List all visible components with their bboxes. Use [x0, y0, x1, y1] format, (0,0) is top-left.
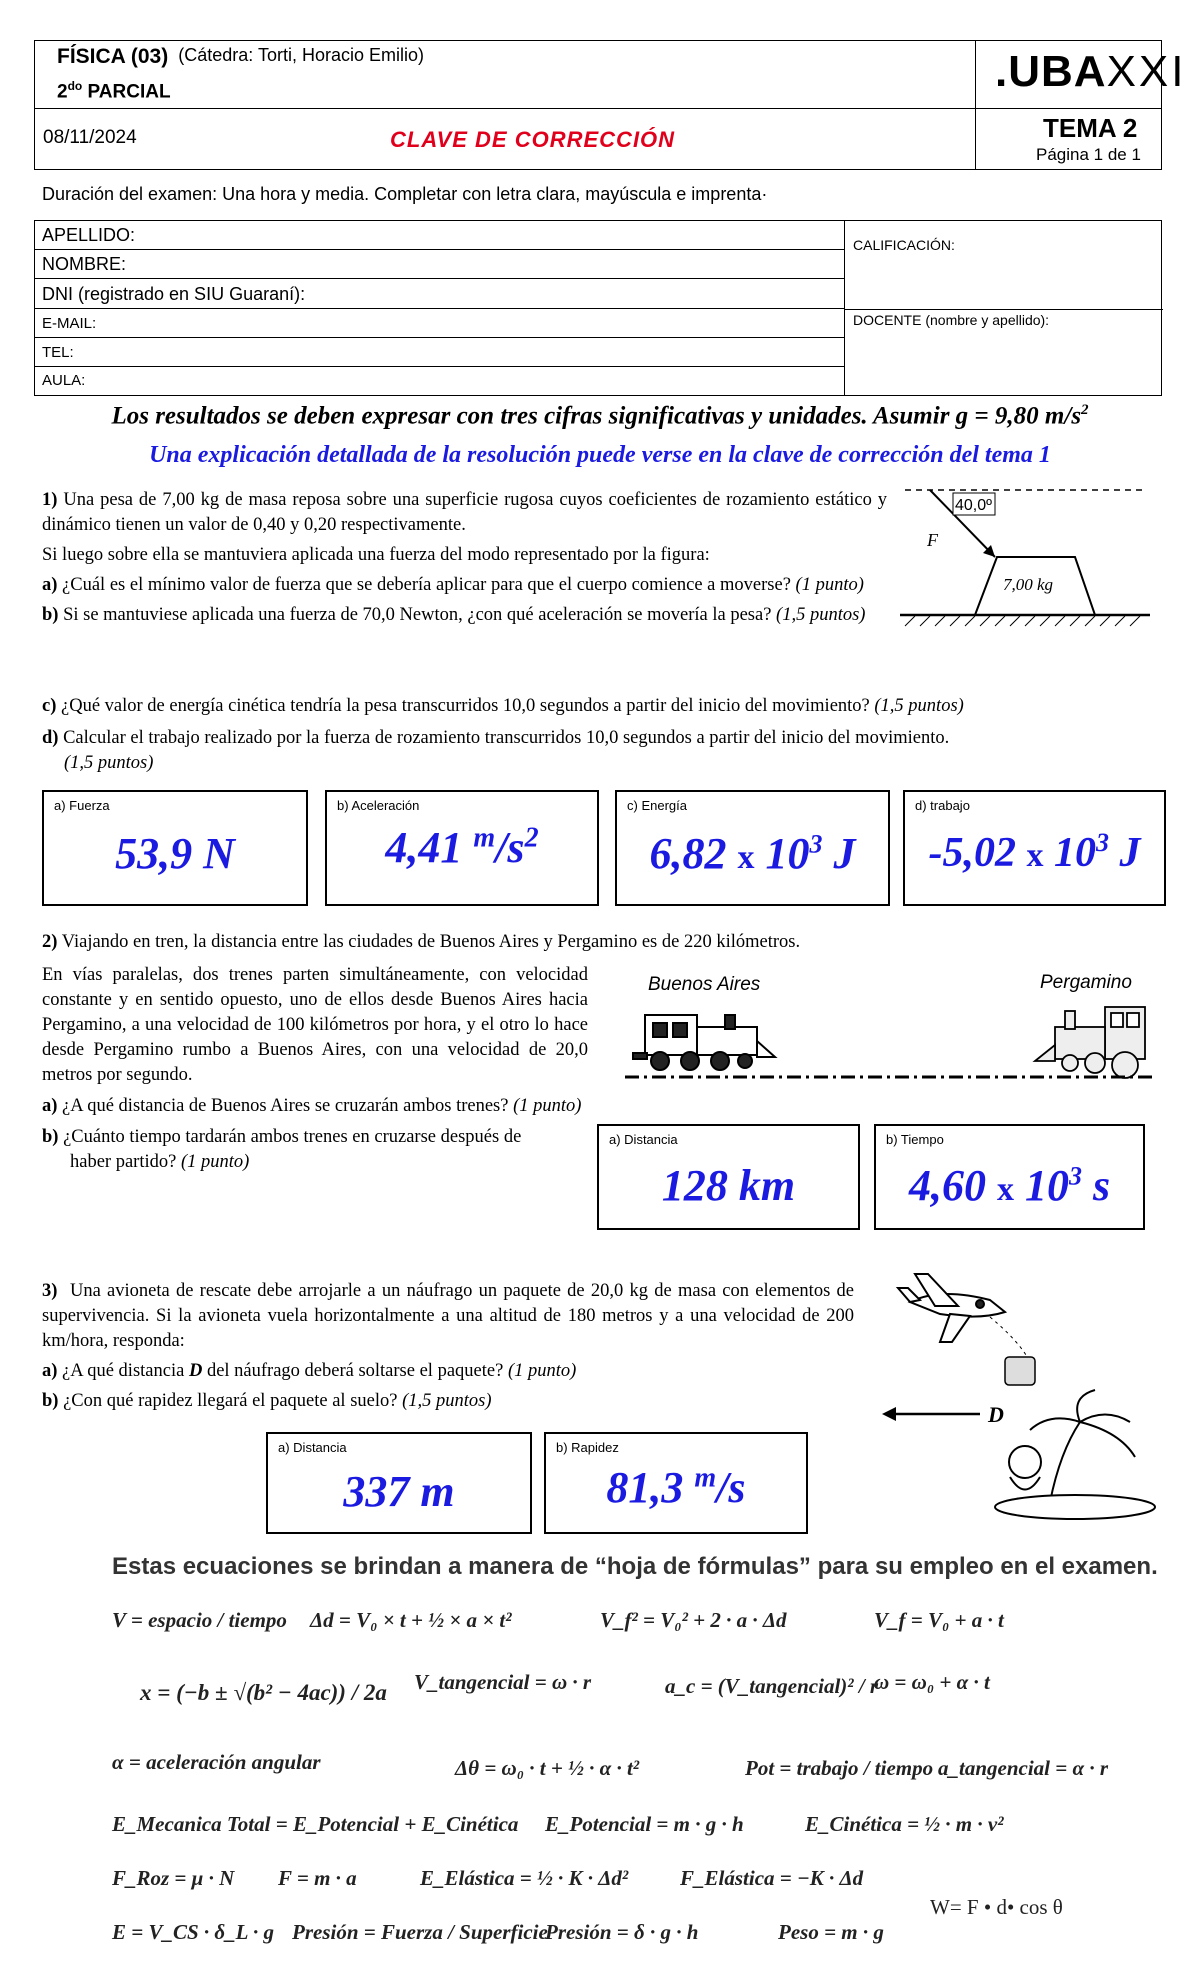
q1-a: a) ¿Cuál es el mínimo valor de fuerza que se debería aplicar para que el cuerpo comience a moverse? (1 punto) [42, 575, 864, 595]
q2-b: b) ¿Cuánto tiempo tardarán ambos trenes en cruzarse después de haber partido? (1 punto) [42, 1127, 522, 1172]
formula-weight: Peso = m · g [778, 1920, 884, 1944]
q1-answer-a-value: 53,9 N [115, 829, 235, 878]
formula-displacement: Δd = V₀ × t + ½ × a × t² [310, 1608, 512, 1632]
formula-angular-displacement: Δθ = ω₀ · t + ½ · α · t² [455, 1756, 640, 1780]
mass-label: 7,00 kg [1003, 575, 1054, 594]
formula-hydrostatic: Presión = δ · g · h [545, 1920, 699, 1944]
q2-statement: En vías paralelas, dos trenes parten simultáneamente, con velocidad constante y en sentido opuesto, uno de ellos desde Buenos Aires hacia Pergamino, a una velocidad de 100 kilómetros por hora, y el otro lo hace desde Pergamino rumbo a Buenos Aires, con una velocidad de 20,0 metros por segundo. a) ¿A qué distancia de Buenos Aires se cruzarán ambos trenes? (1 punto) b) ¿Cuánto tiempo tardarán ambos trenes en cruzarse después de haber partido? (1 punto) [42, 963, 588, 1175]
formula-velocity: V = espacio / tiempo [112, 1608, 287, 1632]
city-pergamino: Pergamino [1040, 972, 1132, 993]
explanation-note: Una explicación detallada de la resolución puede verse en la clave de corrección del tema 1 [149, 442, 1051, 468]
q2-answer-b: b) Tiempo 4,60 x $10^3$ s [874, 1124, 1145, 1230]
formula-pressure: Presión = Fuerza / Superficie [292, 1920, 548, 1944]
exam-duration: Duración del examen: Una hora y media. Completar con letra clara, mayúscula e imprenta· [42, 184, 768, 204]
city-buenos-aires: Buenos Aires [648, 974, 761, 995]
q1-answer-c-value: 6,82 x $10^3$ J [649, 829, 856, 878]
q1-answer-a: a) Fuerza 53,9 N [42, 790, 308, 906]
formulas-title: Estas ecuaciones se brindan a manera de “hoja de fórmulas” para su empleo en el examen. [112, 1553, 1158, 1580]
formula-final-velocity: V_f = V₀ + a · t [874, 1608, 1004, 1632]
q2-answer-b-value: 4,60 x $10^3$ s [908, 1161, 1111, 1210]
dni-field[interactable]: DNI (registrado en SIU Guaraní): [35, 279, 844, 309]
aula-field[interactable]: AULA: [42, 372, 86, 389]
formula-tangential-velocity: V_tangencial = ω · r [414, 1670, 592, 1694]
docente-field[interactable]: DOCENTE (nombre y apellido): [853, 312, 1050, 328]
nombre-field[interactable]: NOMBRE: [35, 250, 844, 279]
q1-answer-d-value: -5,02 x $10^3$ J [928, 828, 1141, 876]
q1-answer-b-value: 4,41 $^m/s^2$ [385, 822, 539, 872]
q1-statement: 1) Una pesa de 7,00 kg de masa reposa sobre una superficie rugosa cuyos coeficientes de rozamiento estático y dinámico tienen un valor de 0,40 y 0,20 respectivamente. Si luego sobre ella se mantuviera aplicada una fuerza del modo representado por la figura: a) ¿Cuál es el mínimo valor de fuerza que se debería aplicar para que el cuerpo comience a moverse? (1 punto) b) Si se mantuviese aplicada una fuerza de 70,0 Newton, ¿con qué aceleración se movería la pesa? (1,5 puntos) [42, 488, 887, 628]
q3-answer-a-value: 337 m [343, 1467, 455, 1516]
q3-answer-a: a) Distancia 337 m [266, 1432, 532, 1534]
apellido-field[interactable]: APELLIDO: [35, 221, 844, 250]
angle-label: 40,0º [955, 497, 992, 514]
formula-elastic-force: F_Elástica = −K · Δd [680, 1866, 864, 1890]
q3-answer-b-value: 81,3 $^m$/s [606, 1462, 746, 1512]
q3-a: a) ¿A qué distancia D del náufrago deberá soltarse el paquete? (1 punto) [42, 1361, 577, 1381]
q2-a: a) ¿A qué distancia de Buenos Aires se cruzarán ambos trenes? (1 punto) [42, 1096, 582, 1116]
formula-work: W= F • d• cos θ [930, 1895, 1063, 1919]
uba-xxi-logo: .UBAXXI [995, 47, 1187, 96]
formula-angular-velocity: ω = ω₀ + α · t [874, 1670, 990, 1694]
force-label: F [927, 530, 938, 550]
formula-elastic-energy: E_Elástica = ½ · K · Δd² [420, 1866, 629, 1890]
q1-answer-c: c) Energía 6,82 x $10^3$ J [615, 790, 890, 906]
q1-c: c) ¿Qué valor de energía cinética tendría la pesa transcurridos 10,0 segundos a partir del inicio del movimiento? (1,5 puntos) [42, 696, 964, 716]
catedra: (Cátedra: Torti, Horacio Emilio) [178, 45, 424, 65]
formula-angular-acceleration: α = aceleración angular [112, 1750, 321, 1774]
exam-date: 08/11/2024 [43, 127, 137, 148]
formula-newton: F = m · a [278, 1866, 357, 1890]
formula-torricelli: V_f² = V₀² + 2 · a · Δd [600, 1608, 787, 1632]
calificacion-field[interactable]: CALIFICACIÓN: [853, 237, 955, 253]
formula-potential-energy: E_Potencial = m · g · h [545, 1812, 744, 1836]
parcial-title: $2^{do}$ PARCIAL [57, 79, 171, 103]
q3-answer-b: b) Rapidez 81,3 $^m$/s [544, 1432, 808, 1534]
q2-answer-a-value: 128 km [661, 1161, 796, 1210]
formula-centripetal: a_c = (V_tangencial)² / r [665, 1674, 879, 1698]
formula-mechanical-energy: E_Mecanica Total = E_Potencial + E_Cinética [112, 1812, 519, 1836]
q1-answer-b: b) Aceleración 4,41 $^m/s^2$ [325, 790, 599, 906]
q3-statement: 3) Una avioneta de rescate debe arrojarle a un náufrago un paquete de 20,0 kg de masa con elementos de supervivencia. Si la avioneta vuela horizontalmente a una altitud de 180 metros y a una velocidad de 200 km/hora, responda: a) ¿A qué distancia D del náufrago deberá soltarse el paquete? (1 punto) b) ¿Con qué rapidez llegará el paquete al suelo? (1,5 puntos) [42, 1279, 854, 1414]
clave-title: CLAVE DE CORRECCIÓN [390, 127, 676, 152]
formula-buoyancy: E = V_CS · δ_L · g [112, 1920, 274, 1944]
formula-power: Pot = trabajo / tiempo [745, 1756, 934, 1780]
q2-intro: 2) Viajando en tren, la distancia entre las ciudades de Buenos Aires y Pergamino es de 220 kilómetros. [42, 932, 801, 952]
q1-answer-d: d) trabajo -5,02 x $10^3$ J [903, 790, 1166, 906]
q1-d: d) Calcular el trabajo realizado por la fuerza de rozamiento transcurridos 10,0 segundos a partir del inicio del movimiento. (1,5 puntos) [42, 728, 950, 773]
tel-field[interactable]: TEL: [35, 338, 844, 367]
formula-tangential-acceleration: a_tangencial = α · r [938, 1756, 1109, 1780]
email-field[interactable]: E-MAIL: [35, 309, 844, 338]
formula-friction: F_Roz = μ · N [112, 1866, 235, 1890]
q1-b: b) Si se mantuviese aplicada una fuerza de 70,0 Newton, ¿con qué aceleración se movería la pesa? (1,5 puntos) [42, 605, 866, 625]
q2-answer-a: a) Distancia 128 km [597, 1124, 860, 1230]
formula-kinetic-energy: E_Cinética = ½ · m · v² [805, 1812, 1004, 1836]
page-number: Página 1 de 1 [1036, 145, 1141, 164]
significant-figures-note: Los resultados se deben expresar con tres cifras significativas y unidades. Asumir g = 9,80 $m/s^2$ [111, 402, 1089, 430]
distance-label: D [988, 1402, 1004, 1427]
formula-quadratic: x = (−b ± √(b² − 4ac)) / 2a [140, 1680, 387, 1705]
tema-label: TEMA 2 [1043, 113, 1138, 143]
q3-b: b) ¿Con qué rapidez llegará el paquete al suelo? (1,5 puntos) [42, 1391, 492, 1411]
subject-title: FÍSICA (03) (Cátedra: Torti, Horacio Emilio) [57, 45, 424, 68]
